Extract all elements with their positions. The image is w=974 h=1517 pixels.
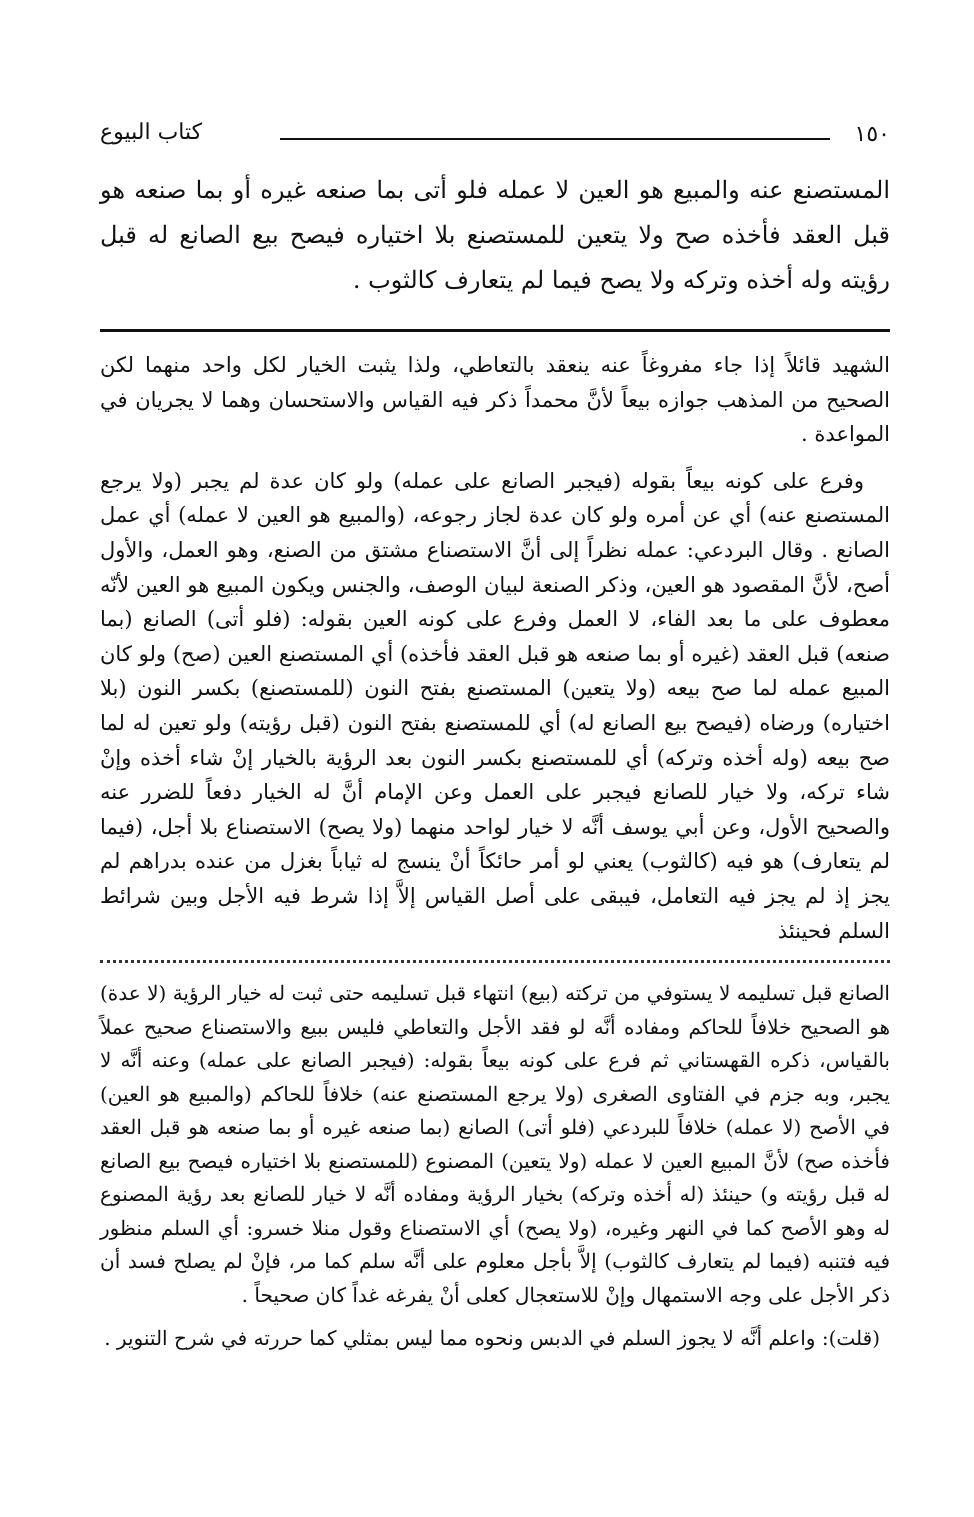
- page-header: [100, 110, 890, 156]
- commentary-paragraph: وفرع على كونه بيعاً بقوله (فيجبر الصانع على عمله) ولو كان عدة لم يجبر (ولا يرجع المستصنع عنه) أي عن أمره ولو كان عدة لجاز رجوعه، (والمبيع هو العين لا عمله) أي عمل الصانع . وقال البردعي: عمله نظراً إلى أنَّ الاستصناع مشتق من الصنع، وهو العمل، والأول أصح، لأنَّ المقصود هو العين، وذكر الصنعة لبيان الوصف، والجنس ويكون المبيع هو العين لأنّه معطوف على ما بعد الفاء، لا العمل وفرع على كونه العين بقوله: (فلو أتى) الصانع (بما صنعه) قبل العقد (غيره أو بما صنعه هو قبل العقد فأخذه) أي المستصنع العين (صح) ولو كان المبيع عمله لما صح بيعه (ولا يتعين) المستصنع بفتح النون (للمستصنع) بكسر النون (بلا اختياره) ورضاه (فيصح بيع الصانع له) أي للمستصنع بفتح النون (قبل رؤيته) ولو تعين له لما صح بيعه (وله أخذه وتركه) أي للمستصنع بكسر النون بعد الرؤية بالخيار إنْ شاء أخذه وإنْ شاء تركه، ولا خيار للصانع فيجبر على العمل وعن الإمام أنَّ له الخيار دفعاً للضرر عنه والصحيح الأول، وعن أبي يوسف أنَّه لا خيار لواحد منهما (ولا يصح) الاستصناع بلا أجل، (فيما لم يتعارف) هو فيه (كالثوب) يعني لو أمر حائكاً أنْ ينسج له ثياباً بغزل من عنده بدراهم لم يجز إذ لم يجز فيه التعامل، فيبقى على أصل القياس إلاَّ إذا شرط فيه الأجل وبين شرائط السلم فحينئذ: [100, 468, 891, 943]
- main-text-separator: [100, 329, 890, 332]
- header-rule: [280, 138, 830, 140]
- main-text: المستصنع عنه والمبيع هو العين لا عمله فلو أتى بما صنعه غيره أو بما صنعه هو قبل العقد فأخذه صح ولا يتعين للمستصنع بلا اختياره فيصح بيع الصانع له قبل رؤيته وله أخذه وتركه ولا يصح فيما لم يتعارف كالثوب .: [100, 176, 890, 294]
- dotted-separator: [100, 960, 890, 963]
- document-page: [100, 110, 890, 1366]
- gloss-paragraph: (قلت): واعلم أنَّه لا يجوز السلم في الدبس ونحوه مما ليس بمثلي كما حررته في شرح التنوير .: [104, 1326, 880, 1351]
- page-number: ١٥٠: [854, 122, 890, 147]
- commentary-paragraph: الشهيد قائلاً إذا جاء مفروغاً عنه ينعقد بالتعاطي، ولذا يثبت الخيار لكل واحد منهما لكن الصحيح من المذهب جوازه بيعاً لأنَّ محمداً ذكر فيه القياس والاستحسان وهما لا يجريان في المواعدة .: [100, 353, 890, 447]
- running-title: كتاب البيوع: [100, 120, 203, 145]
- commentary: [100, 348, 890, 948]
- gloss-paragraph: الصانع قبل تسليمه لا يستوفي من تركته (بيع) انتهاء قبل تسليمه حتى ثبت له خيار الرؤية (لا عدة) هو الصحيح خلافاً للحاكم ومفاده أنَّه لو فقد الأجل والتعاطي فليس ببيع والاستصناع صحيح عملاً بالقياس، ذكره القهستاني ثم فرع على كونه بيعاً بقوله: (فيجبر الصانع على عمله) وعنه أنَّه لا يجبر، وبه جزم في الفتاوى الصغرى (ولا يرجع المستصنع عنه) خلافاً للحاكم (والمبيع هو العين) في الأصح (لا عمله) خلافاً للبردعي (فلو أتى) الصانع (بما صنعه غيره أو بما صنعه هو قبل العقد فأخذه صح) لأنَّ المبيع العين لا عمله (ولا يتعين) المصنوع (للمستصنع بلا اختياره فيصح بيع الصانع له قبل رؤيته و) حينئذ (له أخذه وتركه) بخيار الرؤية ومفاده أنَّه لا خيار للصانع بعد رؤية المصنوع له وهو الأصح كما في النهر وغيره، (ولا يصح) أي الاستصناع وقول منلا خسرو: أي السلم منظور فيه فتنبه (فيما لم يتعارف كالثوب) إلاَّ بأجل معلوم على أنَّه سلم كما مر، فإنْ لم يصلح فسد أن ذكر الأجل على وجه الاستمهال وإنْ للاستعجال كعلى أنْ يفرغه غداً كان صحيحاً .: [100, 981, 890, 1307]
- marginal-gloss: [100, 977, 890, 1356]
